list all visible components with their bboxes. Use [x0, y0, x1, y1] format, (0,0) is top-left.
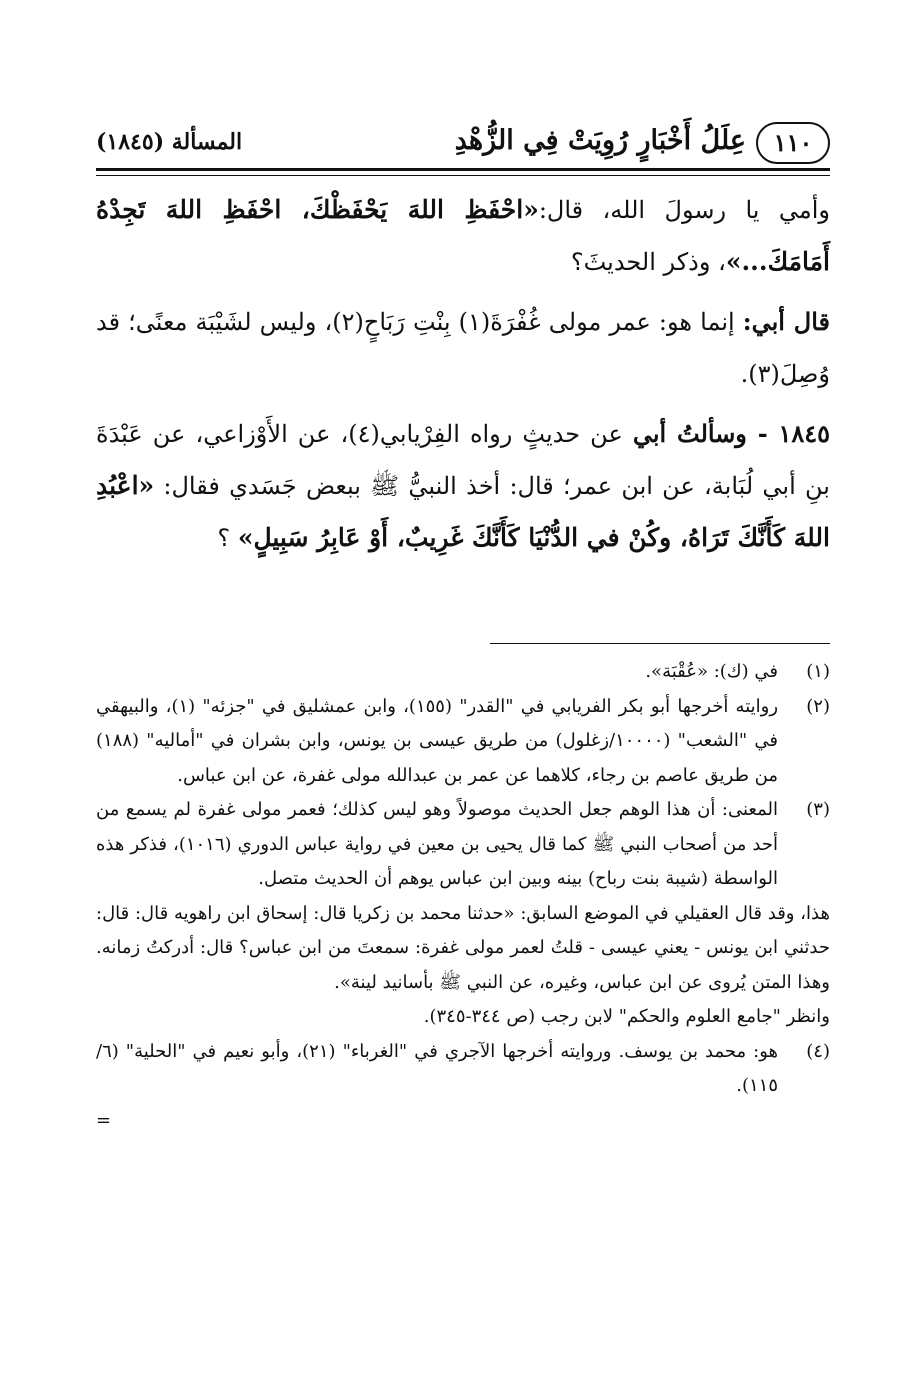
footnote-2 — [96, 690, 830, 794]
para2-lead: قال أبي: — [742, 307, 830, 336]
para2-text: إنما هو: عمر مولى غُفْرَةَ(١) بِنْتِ رَبَاحٍ(٢)، وليس لشَيْبَة معنًى؛ قد وُصِلَ(٣). — [96, 308, 830, 388]
footnote-text: هذا، وقد قال العقيلي في الموضع السابق: «حدثنا محمد بن زكريا قال: إسحاق ابن راهويه قال: قال: حدثني ابن يونس - يعني عيسى - قلتُ لعمر مولى غفرة: سمعتَ من ابن عباس؟ قال: أدركتُ زمانه. وهذا المتن يُروى عن ابن عباس، وغيره، عن النبي ﷺ بأسانيد لينة». — [96, 902, 830, 993]
paragraph-2 — [96, 296, 830, 400]
footnote-text: المعنى: أن هذا الوهم جعل الحديث موصولاً وهو ليس كذلك؛ فعمر مولى غفرة لم يسمع من أحد من أصحاب النبي ﷺ كما قال يحيى بن معين في رواية عباس الدوري (١٠١٦)، فذكر هذه الواسطة (شيبة بنت رباح) بينه وبين ابن عباس يوهم أن الحديث متصل. — [96, 799, 778, 889]
continuation-mark: = — [96, 1109, 112, 1131]
footnote-1 — [96, 655, 830, 690]
footnote-separator — [490, 643, 830, 644]
footnote-text: روايته أخرجها أبو بكر الفريابي في "القدر" (١٥٥)، وابن عمشليق في "جزئه" (١)، والبيهقي في "الشعب" (١٠٠٠٠/زغلول) من طريق عيسى بن يونس، وابن بشران في "أماليه" (١٨٨) من طريق عاصم بن رجاء، كلاهما عن عمر بن عبدالله مولى غفرة، عن ابن عباس. — [96, 695, 779, 786]
main-text — [96, 184, 830, 572]
paragraph-3 — [96, 408, 830, 564]
para3-hadith: «اعْبُدِ اللهَ كَأَنَّكَ تَرَاهُ، وكُنْ في الدُّنْيَا كَأَنَّكَ غَرِيبٌ، أَوْ عَابِرُ سَبِيلٍ» — [96, 471, 830, 552]
para1-hadith: «احْفَظِ اللهَ يَحْفَظْكَ، احْفَظِ اللهَ تَجِدْهُ أَمَامَكَ...» — [96, 195, 830, 276]
footnote-text: في (ك): «عُقْبَة». — [645, 661, 778, 682]
para3-lead: ١٨٤٥ - وسألتُ أبي — [632, 419, 831, 448]
footnote-text: هو: محمد بن يوسف. وروايته أخرجها الآجري في "الغرباء" (٢١)، وأبو نعيم في "الحلية" (٦/ ١١٥). — [96, 1040, 778, 1096]
footnote-number: (٤) — [806, 1040, 830, 1062]
question-label: المسألة (١٨٤٥) — [96, 129, 243, 155]
para1-tail: ، وذكر الحديثَ؟ — [570, 248, 726, 276]
para3-tail: ؟ — [217, 524, 231, 552]
footnotes — [96, 655, 830, 1138]
footnote-number: (٣) — [806, 799, 830, 820]
footnote-4 — [96, 1035, 830, 1139]
paragraph-1 — [96, 184, 830, 288]
page-number: ١١٠ — [756, 122, 830, 164]
footnote-3-continuation — [96, 897, 830, 1035]
header-rule-thick — [96, 168, 830, 171]
header-rule-thin — [96, 175, 830, 176]
footnote-text: وانظر "جامع العلوم والحكم" لابن رجب (ص ٣٤٤-٣٤٥). — [423, 1006, 830, 1027]
footnote-number: (١) — [806, 661, 830, 682]
footnote-number: (٢) — [806, 695, 830, 717]
book-title: عِلَلُ أَخْبَارٍ رُوِيَتْ فِي الزُّهْدِ — [454, 125, 746, 156]
para3-text: عن حديثٍ رواه الفِرْيابي(٤)، عن الأَوْزاعي، عن عَبْدَةَ بنِ أبي لُبَابة، عن ابن عمر؛ قال: أخذ النبيُّ ﷺ ببعض جَسَدي فقال: — [96, 420, 830, 500]
para1-text: وأمي يا رسولَ الله، قال: — [538, 196, 830, 224]
footnote-3 — [96, 793, 830, 897]
page-header — [96, 118, 830, 168]
